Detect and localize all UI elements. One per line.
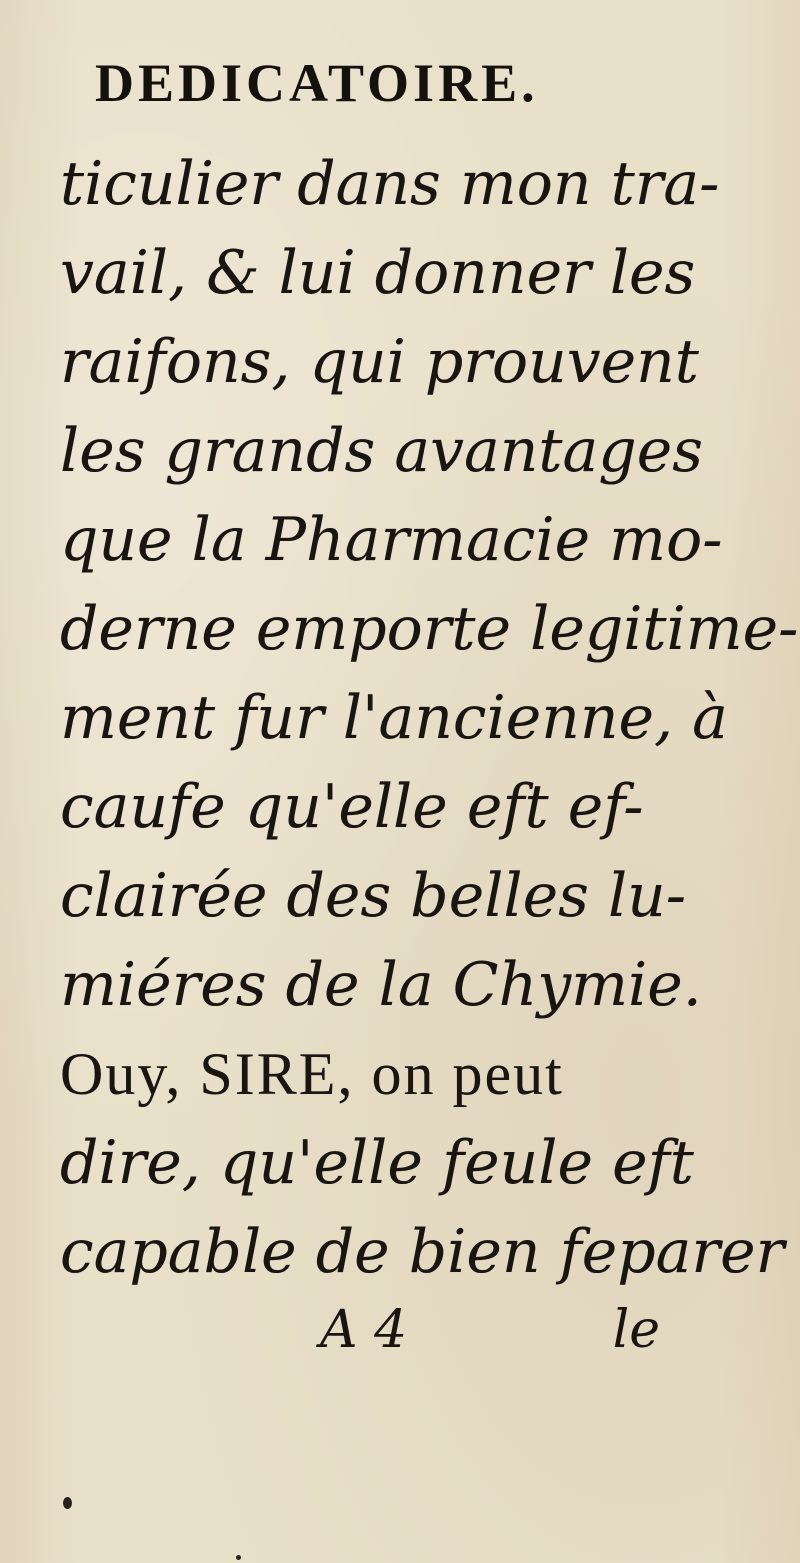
- body-text: [60, 140, 799, 1297]
- text-line-7: ment fur l'ancienne, à: [60, 683, 728, 753]
- text-line-8: caufe qu'elle eft ef-: [60, 772, 644, 842]
- catchword: le: [612, 1300, 660, 1360]
- text-line-3: raifons, qui prouvent: [60, 327, 699, 397]
- signature-line: [320, 1300, 660, 1380]
- text-line-11: Ouy, SIRE, on peut: [60, 1041, 564, 1107]
- text-line-2: vail, & lui donner les: [60, 238, 696, 308]
- text-line-4: les grands avantages: [60, 416, 704, 486]
- signature-mark: A 4: [320, 1300, 408, 1360]
- text-line-10: miéres de la Chymie.: [60, 950, 702, 1020]
- text-line-13: capable de bien feparer: [60, 1217, 785, 1287]
- ink-speck: [236, 1555, 241, 1560]
- text-line-1: ticulier dans mon tra-: [60, 149, 720, 219]
- text-line-9: clairée des belles lu-: [60, 861, 687, 931]
- text-line-6: derne emporte legitime-: [60, 594, 799, 664]
- running-head: DEDICATOIRE.: [95, 53, 539, 113]
- text-line-5: que la Pharmacie mo-: [60, 505, 723, 575]
- text-line-12: dire, qu'elle feule eft: [60, 1128, 694, 1198]
- ink-speck: [63, 1497, 72, 1509]
